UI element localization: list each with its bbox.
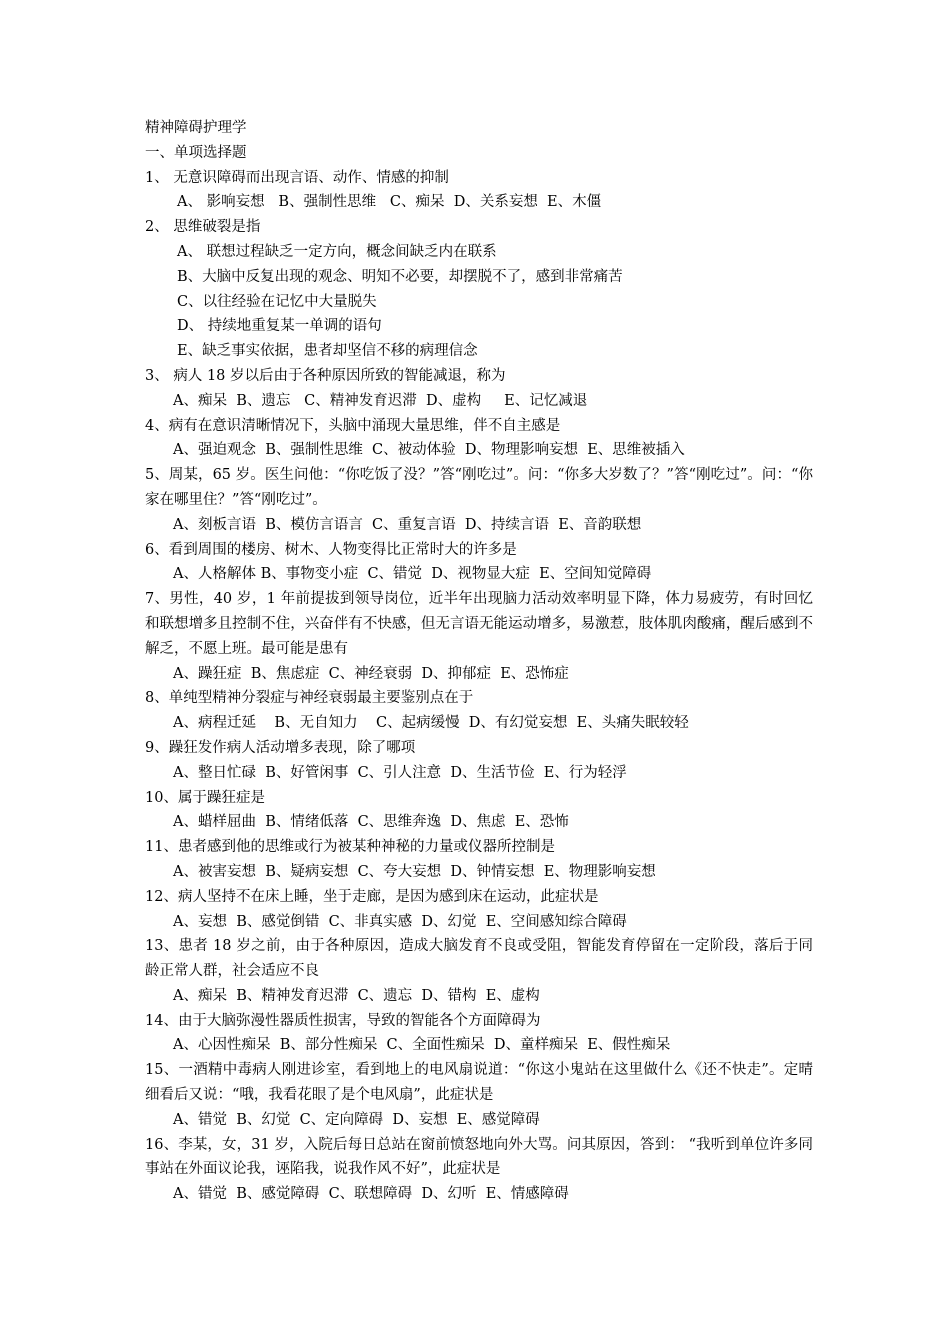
question-stem: 16、李某，女，31 岁，入院后每日总站在窗前愤怒地向外大骂。问其原因，答到： “我听到单位许多同事站在外面议论我，诬陷我，说我作风不好”，此症状是 <box>145 1136 813 1178</box>
question-stem: 1、 无意识障碍而出现言语、动作、情感的抑制 <box>145 169 449 186</box>
question-stem: 13、患者 18 岁之前，由于各种原因，造成大脑发育不良或受阻，智能发育停留在一定阶段，落后于同龄正常人群，社会适应不良 <box>145 938 813 980</box>
question-stem: 5、周某，65 岁。医生问他：“你吃饭了没？”答“刚吃过”。问：“你多大岁数了？”答“刚吃过”。问：“你家在哪里住？”答“刚吃过”。 <box>145 467 813 508</box>
question-options: A、被害妄想 B、疑病妄想 C、夸大妄想 D、钟情妄想 E、物理影响妄想 <box>173 863 656 880</box>
question-options: A、妄想 B、感觉倒错 C、非真实感 D、幻觉 E、空间感知综合障碍 <box>173 913 627 930</box>
question-options: A、整日忙碌 B、好管闲事 C、引人注意 D、生活节俭 E、行为轻浮 <box>173 764 627 781</box>
question-option: D、 持续地重复某一单调的语句 <box>177 318 382 335</box>
question-stem: 7、男性，40 岁，1 年前提拔到领导岗位，近半年出现脑力活动效率明显下降，体力易疲劳，有时回忆和联想增多且控制不住，兴奋伴有不快感，但无言语无能运动增多，易激惹，肢体肌肉酸痛，醒后感到不解乏，不愿上班。最可能是患有 <box>145 591 813 657</box>
question-options: A、 影响妄想 B、强制性思维 C、痴呆 D、关系妄想 E、木僵 <box>177 194 602 211</box>
question-options: A、痴呆 B、遗忘 C、精神发育迟滞 D、虚构 E、记忆减退 <box>173 392 588 409</box>
question-options: A、刻板言语 B、模仿言语言 C、重复言语 D、持续言语 E、音韵联想 <box>173 516 642 533</box>
document-title: 精神障碍护理学 <box>145 120 247 136</box>
question-stem: 15、一酒精中毒病人刚进诊室，看到地上的电风扇说道：“你这小鬼站在这里做什么《还不快走”。定晴细看后又说：“哦，我看花眼了是个电风扇”，此症状是 <box>145 1062 813 1104</box>
question-options: A、人格解体 B、事物变小症 C、错觉 D、视物显大症 E、空间知觉障碍 <box>173 566 652 583</box>
section-heading: 一、单项选择题 <box>145 144 247 161</box>
question-stem: 10、属于躁狂症是 <box>145 789 265 806</box>
question-option: E、缺乏事实依据，患者却坚信不移的病理信念 <box>177 343 478 360</box>
question-options: A、病程迁延 B、无自知力 C、起病缓慢 D、有幻觉妄想 E、头痛失眠较轻 <box>173 715 689 732</box>
question-stem: 6、看到周围的楼房、树木、人物变得比正常时大的许多是 <box>145 541 517 558</box>
question-stem: 2、 思维破裂是指 <box>145 219 261 236</box>
document-page <box>145 116 813 1207</box>
question-options: A、心因性痴呆 B、部分性痴呆 C、全面性痴呆 D、童样痴呆 E、假性痴呆 <box>173 1037 671 1054</box>
question-stem: 12、病人坚持不在床上睡，坐于走廊，是因为感到床在运动，此症状是 <box>145 888 599 905</box>
question-stem: 14、由于大脑弥漫性器质性损害，导致的智能各个方面障碍为 <box>145 1012 541 1029</box>
question-option: B、大脑中反复出现的观念、明知不必要，却摆脱不了，感到非常痛苦 <box>177 268 623 285</box>
question-stem: 11、患者感到他的思维或行为被某种神秘的力量或仪器所控制是 <box>145 839 555 856</box>
question-options: A、强迫观念 B、强制性思维 C、被动体验 D、物理影响妄想 E、思维被插入 <box>173 442 685 459</box>
question-options: A、错觉 B、幻觉 C、定向障碍 D、妄想 E、感觉障碍 <box>173 1111 540 1128</box>
question-option: C、以往经验在记忆中大量脱失 <box>177 293 377 310</box>
question-options: A、躁狂症 B、焦虑症 C、神经衰弱 D、抑郁症 E、恐怖症 <box>173 665 569 682</box>
question-stem: 8、单纯型精神分裂症与神经衰弱最主要鉴别点在于 <box>145 690 474 707</box>
question-options: A、蜡样屈曲 B、情绪低落 C、思维奔逸 D、焦虑 E、恐怖 <box>173 814 569 831</box>
question-option: A、 联想过程缺乏一定方向，概念间缺乏内在联系 <box>177 243 497 260</box>
question-options: A、痴呆 B、精神发育迟滞 C、遗忘 D、错构 E、虚构 <box>173 987 540 1004</box>
question-stem: 4、病有在意识清晰情况下，头脑中涌现大量思维，伴不自主感是 <box>145 417 561 434</box>
question-stem: 9、躁狂发作病人活动增多表现，除了哪项 <box>145 739 416 756</box>
question-stem: 3、 病人 18 岁以后由于各种原因所致的智能减退，称为 <box>145 367 506 384</box>
question-options: A、错觉 B、感觉障碍 C、联想障碍 D、幻听 E、情感障碍 <box>173 1186 569 1203</box>
